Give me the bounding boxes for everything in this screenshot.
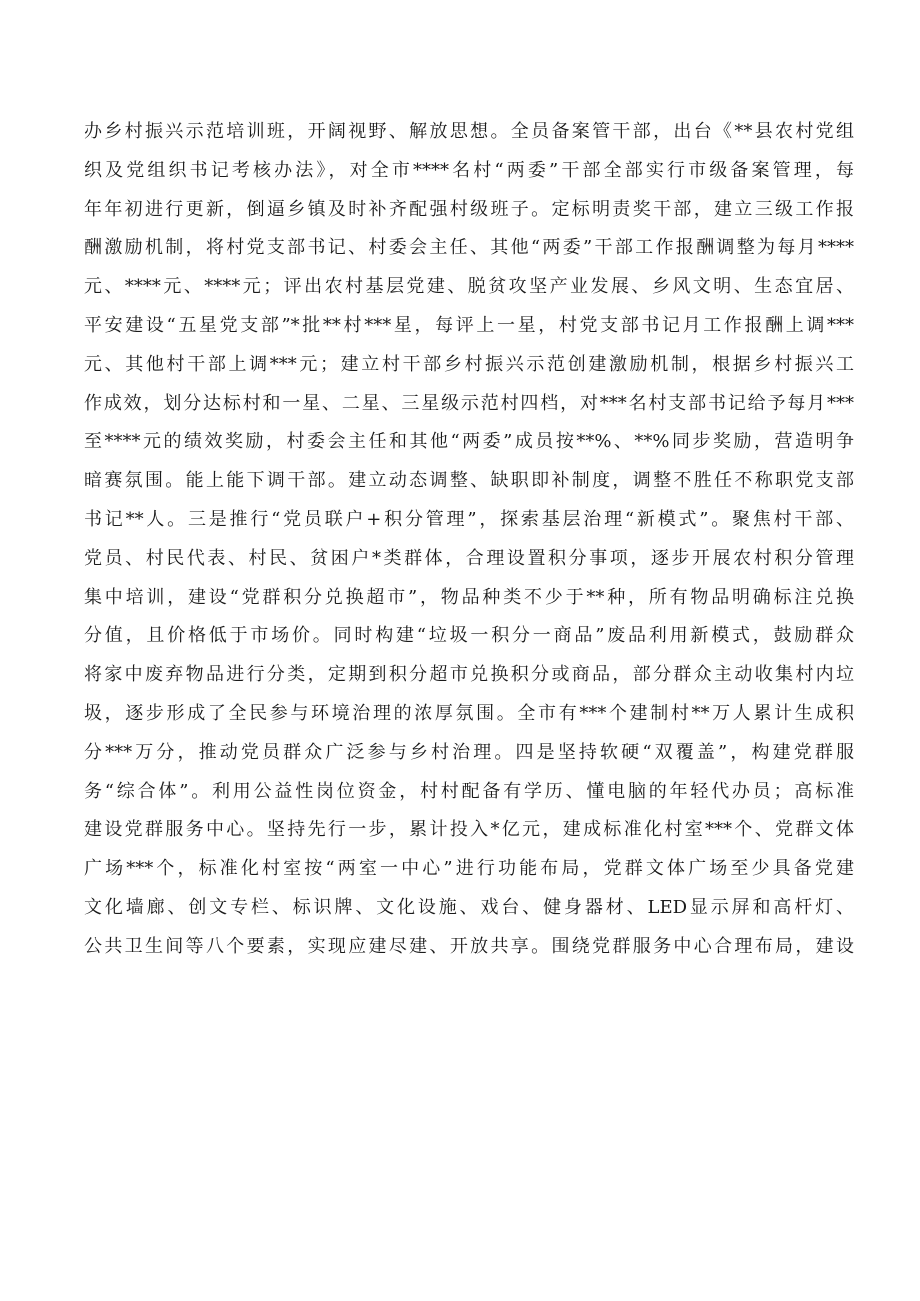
text-line: 建设党群服务中心。坚持先行一步，累计投入*亿元，建成标准化村室***个、党群文体	[84, 819, 854, 841]
text-line: 织及党组织书记考核办法》，对全市****名村“两委”干部全部实行市级备案管理，每	[84, 159, 854, 181]
body-text	[84, 113, 854, 967]
text-line: 分值，且价格低于市场价。同时构建“垃圾一积分一商品”废品利用新模式，鼓励群众	[84, 625, 854, 647]
text-line: 广场***个，标准化村室按“两室一中心”进行功能布局，党群文体广场至少具备党建	[84, 858, 854, 880]
text-line: 暗赛氛围。能上能下调干部。建立动态调整、缺职即补制度，调整不胜任不称职党支部	[84, 470, 854, 492]
text-line: 分***万分，推动党员群众广泛参与乡村治理。四是坚持软硬“双覆盖”，构建党群服	[84, 741, 854, 763]
text-line: 至****元的绩效奖励，村委会主任和其他“两委”成员按**%、**%同步奖励，营造明争	[84, 431, 854, 453]
text-line: 酬激励机制，将村党支部书记、村委会主任、其他“两委”干部工作报酬调整为每月****	[84, 237, 854, 259]
text-line: 书记**人。三是推行“党员联户+积分管理”，探索基层治理“新模式”。聚焦村干部、	[84, 508, 854, 530]
text-line: 作成效，划分达标村和一星、二星、三星级示范村四档，对***名村支部书记给予每月***	[84, 392, 854, 414]
text-line: 年年初进行更新，倒逼乡镇及时补齐配强村级班子。定标明责奖干部，建立三级工作报	[84, 198, 854, 220]
text-line: 平安建设“五星党支部”*批**村***星，每评上一星，村党支部书记月工作报酬上调***	[84, 314, 854, 336]
text-line: 党员、村民代表、村民、贫困户*类群体，合理设置积分事项，逐步开展农村积分管理	[84, 547, 854, 569]
text-line: 元、其他村干部上调***元；建立村干部乡村振兴示范创建激励机制，根据乡村振兴工	[84, 353, 854, 375]
text-line: 公共卫生间等八个要素，实现应建尽建、开放共享。围绕党群服务中心合理布局，建设	[84, 935, 854, 957]
text-line: 文化墙廊、创文专栏、标识牌、文化设施、戏台、健身器材、LED显示屏和高杆灯、	[84, 896, 854, 918]
text-line: 办乡村振兴示范培训班，开阔视野、解放思想。全员备案管干部，出台《**县农村党组	[84, 121, 854, 142]
text-line: 将家中废弃物品进行分类，定期到积分超市兑换积分或商品，部分群众主动收集村内垃	[84, 664, 854, 686]
text-line: 圾，逐步形成了全民参与环境治理的浓厚氛围。全市有***个建制村**万人累计生成积	[84, 702, 854, 724]
text-line: 集中培训，建设“党群积分兑换超市”，物品种类不少于**种，所有物品明确标注兑换	[84, 586, 854, 608]
text-line: 务“综合体”。利用公益性岗位资金，村村配备有学历、懂电脑的年轻代办员；高标准	[84, 780, 854, 802]
text-line: 元、****元、****元；评出农村基层党建、脱贫攻坚产业发展、乡风文明、生态宜居、	[84, 276, 854, 298]
